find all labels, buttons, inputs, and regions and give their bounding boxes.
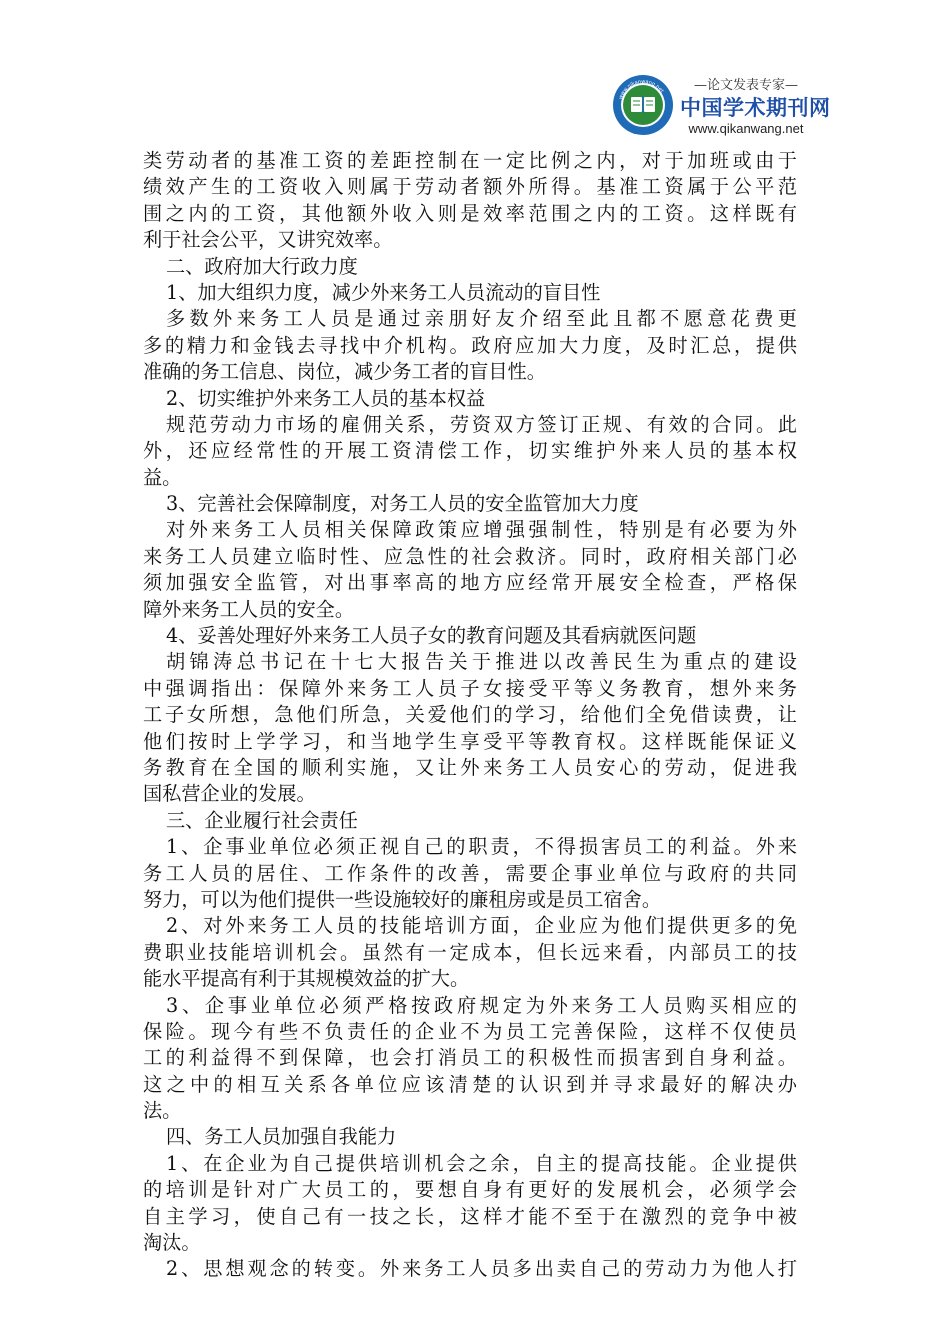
text-line: 费职业技能培训机会。虽然有一定成本，但长远来看，内部员工的技 [143,940,797,964]
text-line: 法。 [143,1099,182,1123]
logo-url[interactable]: www.qikanwang.net [688,121,804,136]
site-logo[interactable] [612,66,831,142]
text-line: 自主学习，使自己有一技之长，这样才能不至于在激烈的竞争中被 [143,1204,797,1228]
text-line: 3、企事业单位必须严格按政府规定为外来务工人员购买相应的 [166,993,797,1017]
text-line: 能水平提高有利于其规模效益的扩大。 [143,967,470,991]
logo-seal-icon [612,74,674,136]
text-line: 2、思想观念的转变。外来务工人员多出卖自己的劳动力为他人打 [166,1257,797,1281]
logo-tagline: —论文发表专家— [693,78,798,93]
text-line: 工的利益得不到保障，也会打消员工的积极性而损害到自身利益。 [143,1046,797,1070]
subsection-heading: 2、切实维护外来务工人员的基本权益 [166,386,486,410]
text-line: 准确的务工信息、岗位，减少务工者的盲目性。 [143,360,546,384]
text-line: 2、对外来务工人员的技能培训方面，企业应为他们提供更多的免 [166,914,797,938]
document-body [143,148,797,1283]
text-line: 他们按时上学学习，和当地学生享受平等教育权。这样既能保证义 [143,729,797,753]
text-line: 规范劳动力市场的雇佣关系，劳资双方签订正规、有效的合同。此 [166,412,797,436]
text-line: 类劳动者的基准工资的差距控制在一定比例之内，对于加班或由于 [143,149,797,172]
text-line: 的培训是针对广大员工的，要想自身有更好的发展机会，必须学会 [143,1178,797,1202]
text-line: 外，还应经常性的开展工资清偿工作，切实维护外来人员的基本权 [143,439,797,463]
text-line: 1、企事业单位必须正视自己的职责，不得损害员工的利益。外来 [166,835,797,859]
text-line: 胡锦涛总书记在十七大报告关于推进以改善民生为重点的建设 [166,650,797,674]
text-line: 务工人员的居住、工作条件的改善，需要企事业单位与政府的共同 [143,861,797,885]
text-line: 对外来务工人员相关保障政策应增强强制性，特别是有必要为外 [166,518,797,542]
section-heading: 二、政府加大行政力度 [166,254,358,278]
text-line: 绩效产生的工资收入则属于劳动者额外所得。基准工资属于公平范 [143,175,797,199]
text-line: 淘汰。 [143,1231,201,1255]
text-line: 多的精力和金钱去寻找中介机构。政府应加大力度，及时汇总，提供 [143,333,797,357]
text-line: 国私营企业的发展。 [143,782,316,806]
text-line: 努力，可以为他们提供一些设施较好的廉租房或是员工宿舍。 [143,887,662,911]
text-line: 多数外来务工人员是通过亲朋好友介绍至此且都不愿意花费更 [166,307,797,331]
text-line: 保险。现今有些不负责任的企业不为员工完善保险，这样不仅使员 [143,1019,797,1043]
text-line: 益。 [143,465,182,489]
text-line: 须加强安全监管，对出事率高的地方应经常开展安全检查，严格保 [143,571,797,595]
text-line: 工子女所想，急他们所急，关爱他们的学习，给他们全免借读费，让 [143,703,797,727]
text-line: 障外来务工人员的安全。 [143,597,355,621]
subsection-heading: 1、加大组织力度，减少外来务工人员流动的盲目性 [166,280,601,304]
subsection-heading: 3、完善社会保障制度，对务工人员的安全监管加大力度 [166,492,639,516]
text-line: 这之中的相互关系各单位应该清楚的认识到并寻求最好的解决办 [143,1072,797,1096]
text-line: 务教育在全国的顺利实施，又让外来务工人员安心的劳动，促进我 [143,755,797,779]
text-line: 来务工人员建立临时性、应急性的社会救济。同时，政府相关部门必 [143,544,797,568]
logo-seal-text: www.qikanwang.net [617,78,665,101]
text-line: 1、在企业为自己提供培训机会之余，自主的提高技能。企业提供 [166,1151,797,1175]
logo-name: 中国学术期刊网 [680,96,831,120]
section-heading: 三、企业履行社会责任 [166,808,358,832]
text-line: 利于社会公平，又讲究效率。 [143,228,393,252]
subsection-heading: 4、妥善处理好外来务工人员子女的教育问题及其看病就医问题 [166,624,697,648]
text-line: 中强调指出：保障外来务工人员子女接受平等义务教育，想外来务 [143,676,797,700]
section-heading: 四、务工人员加强自我能力 [166,1125,397,1149]
text-line: 围之内的工资，其他额外收入则是效率范围之内的工资。这样既有 [143,201,797,225]
